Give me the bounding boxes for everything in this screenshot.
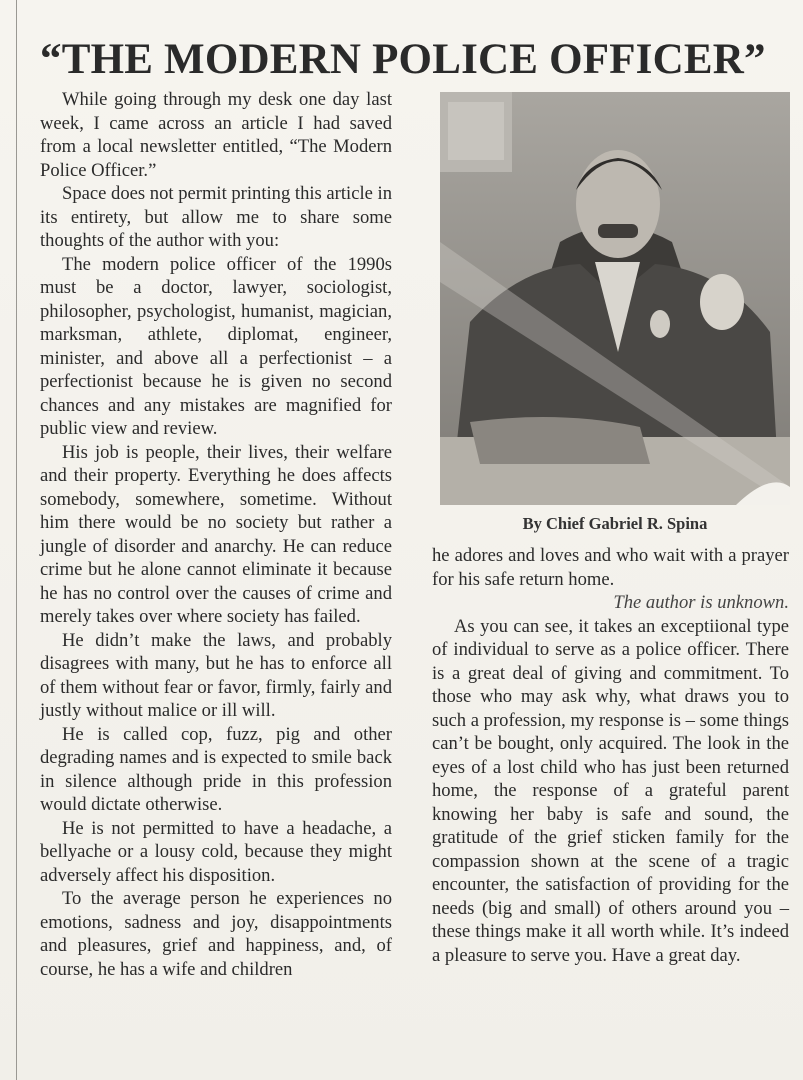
paragraph: As you can see, it takes an exceptiional type of individual to serve as a police officer. There is a great deal of giving and commitment. To those who may ask why, what draws you to such a profession, my response is – some things can’t be bought, only acquired. The look in the eyes of a lost child who has just been returned home, the response of a grateful parent knowing her baby is safe and sound, the gratitude of the grief sticken family for the compassion shown at the scene of a tragic encounter, the satisfaction of providing for the needs (big and small) of others around you – these things make it all worth while. It’s indeed a pleasure to serve you. Have a great day. <box>432 615 789 966</box>
author-credit: The author is unknown. <box>613 592 789 613</box>
page-margin-rule <box>16 0 17 1080</box>
paragraph: While going through my desk one day last week, I came across an article I had saved from a local newsletter entitled, “The Modern Police Officer.” <box>40 89 392 181</box>
right-column <box>432 544 789 967</box>
left-column <box>40 88 392 981</box>
paragraph: The modern police officer of the 1990s must be a doctor, lawyer, sociologist, philosopher, psychologist, humanist, magician, marksman, athlete, diplomat, engineer, minister, and above all a perfectionist – a perfectionist because he is given no second chances and any mistakes are magnified for public view and review. <box>40 253 392 439</box>
paragraph: He is not permitted to have a headache, a bellyache or a lousy cold, because they might adversely affect his disposition. <box>40 817 392 886</box>
paragraph: To the average person he experiences no emotions, sadness and joy, disappointments and pleasures, grief and happiness, and, of course, he has a wife and children <box>40 888 392 980</box>
paragraph: He is called cop, fuzz, pig and other degrading names and is expected to smile back in silence although pride in this profession would dictate otherwise. <box>40 723 392 815</box>
photo-caption: By Chief Gabriel R. Spina <box>522 514 708 533</box>
paragraph: Space does not permit printing this article in its entirety, but allow me to share some thoughts of the author with you: <box>40 183 392 251</box>
author-photo <box>440 92 790 505</box>
author-portrait-image <box>440 92 790 505</box>
paragraph: His job is people, their lives, their welfare and their property. Everything he does affects somebody, somewhere, sometime. Without him there would be no society but rather a jungle of disorder and anarchy. He can reduce crime but he alone cannot eliminate it because he has no control over the causes of crime and merely takes over where society has failed. <box>40 441 392 627</box>
paragraph: he adores and loves and who wait with a prayer for his safe return home. <box>432 545 789 590</box>
paragraph: He didn’t make the laws, and probably disagrees with many, but he has to enforce all of them without fear or favor, firmly, fairly and justly without malice or ill will. <box>40 629 392 721</box>
article-headline: “THE MODERN POLICE OFFICER” <box>40 36 766 83</box>
